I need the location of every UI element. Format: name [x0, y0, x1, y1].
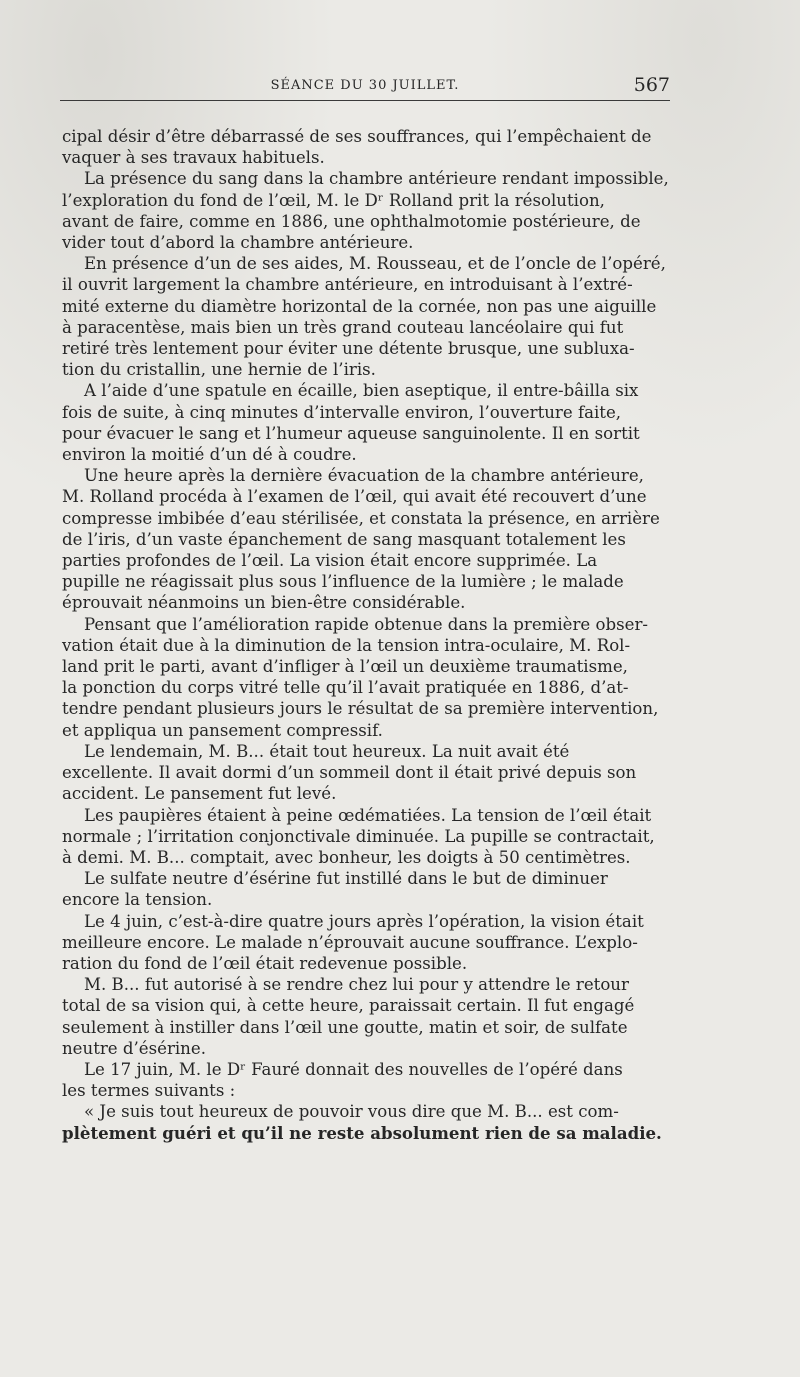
paragraph: [62, 168, 668, 253]
paragraph: [62, 126, 668, 168]
header-rule: [60, 100, 670, 101]
text-line: pour évacuer le sang et l’humeur aqueuse sanguinolente. Il en sortit: [62, 423, 640, 443]
text-line: ration du fond de l’œil était redevenue possible.: [62, 953, 468, 973]
text-line: vaquer à ses travaux habituels.: [62, 148, 325, 168]
text-line: Le sulfate neutre d’ésérine fut instillé dans le but de diminuer: [84, 869, 608, 889]
paragraph: [62, 868, 668, 910]
text-line: La présence du sang dans la chambre antérieure rendant impossible,: [84, 169, 669, 189]
body-text: [62, 126, 668, 1144]
paragraph: [62, 465, 668, 613]
text-line: Le lendemain, M. B... était tout heureux. La nuit avait été: [84, 741, 570, 761]
paragraph: [62, 380, 668, 465]
text-line: vider tout d’abord la chambre antérieure.: [62, 233, 414, 253]
text-line: plètement guéri et qu’il ne reste absolument rien de sa maladie.: [62, 1122, 662, 1143]
text-line: il ouvrit largement la chambre antérieure, en introduisant à l’extré-: [62, 275, 633, 295]
text-line: A l’aide d’une spatule en écaille, bien aseptique, il entre-bâilla six: [84, 381, 639, 401]
text-line: neutre d’ésérine.: [62, 1038, 206, 1058]
text-line: fois de suite, à cinq minutes d’intervalle environ, l’ouverture faite,: [62, 402, 622, 422]
paragraph: [62, 974, 668, 1059]
paragraph: [62, 1101, 668, 1143]
text-line: total de sa vision qui, à cette heure, paraissait certain. Il fut engagé: [62, 996, 635, 1016]
text-line: l’exploration du fond de l’œil, M. le Dʳ Rolland prit la résolution,: [62, 190, 605, 210]
text-line: Une heure après la dernière évacuation de la chambre antérieure,: [84, 466, 644, 486]
text-line: mité externe du diamètre horizontal de la cornée, non pas une aiguille: [62, 296, 657, 316]
text-line: encore la tension.: [62, 890, 213, 910]
text-line: retiré très lentement pour éviter une détente brusque, une subluxa-: [62, 339, 635, 359]
text-line: Le 4 juin, c’est-à-dire quatre jours après l’opération, la vision était: [84, 911, 644, 931]
text-line: accident. Le pansement fut levé.: [62, 784, 337, 804]
paragraph: [62, 911, 668, 975]
text-line: cipal désir d’être débarrassé de ses souffrances, qui l’empêchaient de: [62, 127, 652, 146]
text-line: Les paupières étaient à peine œdématiées. La tension de l’œil était: [84, 805, 652, 825]
text-line: avant de faire, comme en 1886, une ophthalmotomie postérieure, de: [62, 211, 641, 231]
text-line: à demi. M. B... comptait, avec bonheur, les doigts à 50 centimètres.: [62, 847, 631, 867]
running-title: SÉANCE DU 30 JUILLET.: [270, 78, 460, 93]
text-line: compresse imbibée d’eau stérilisée, et constata la présence, en arrière: [62, 508, 660, 528]
paragraph: [62, 741, 668, 805]
text-line: Le 17 juin, M. le Dʳ Fauré donnait des nouvelles de l’opéré dans: [84, 1059, 623, 1079]
text-line: et appliqua un pansement compressif.: [62, 720, 383, 740]
text-line: pupille ne réagissait plus sous l’influence de la lumière ; le malade: [62, 572, 624, 592]
text-line: tendre pendant plusieurs jours le résultat de sa première intervention,: [62, 699, 659, 719]
paragraph: [62, 805, 668, 869]
text-line: meilleure encore. Le malade n’éprouvait aucune souffrance. L’explo-: [62, 932, 638, 952]
running-head: [60, 74, 670, 100]
text-line: land prit le parti, avant d’infliger à l’œil un deuxième traumatisme,: [62, 657, 628, 677]
text-line: M. B... fut autorisé à se rendre chez lui pour y attendre le retour: [84, 975, 629, 995]
text-line: seulement à instiller dans l’œil une goutte, matin et soir, de sulfate: [62, 1017, 628, 1037]
text-line: environ la moitié d’un dé à coudre.: [62, 445, 357, 465]
text-line: M. Rolland procéda à l’examen de l’œil, qui avait été recouvert d’une: [62, 487, 647, 507]
text-line: normale ; l’irritation conjonctivale diminuée. La pupille se contractait,: [62, 826, 655, 846]
text-line: la ponction du corps vitré telle qu’il l’avait pratiquée en 1886, d’at-: [62, 678, 629, 698]
text-line: vation était due à la diminution de la tension intra-oculaire, M. Rol-: [62, 635, 631, 655]
text-line: tion du cristallin, une hernie de l’iris.: [62, 360, 376, 380]
text-line: « Je suis tout heureux de pouvoir vous dire que M. B... est com-: [84, 1102, 619, 1122]
text-line: les termes suivants :: [62, 1081, 236, 1101]
text-line: En présence d’un de ses aides, M. Rousseau, et de l’oncle de l’opéré,: [84, 254, 666, 274]
text-line: Pensant que l’amélioration rapide obtenue dans la première obser-: [84, 614, 649, 634]
paragraph: [62, 253, 668, 380]
text-line: parties profondes de l’œil. La vision était encore supprimée. La: [62, 551, 598, 571]
text-line: excellente. Il avait dormi d’un sommeil dont il était privé depuis son: [62, 763, 637, 783]
paragraph: [62, 1059, 668, 1101]
text-line: à paracentèse, mais bien un très grand couteau lancéolaire qui fut: [62, 317, 624, 337]
text-line: de l’iris, d’un vaste épanchement de sang masquant totalement les: [62, 529, 626, 549]
page-number: 567: [633, 74, 670, 96]
text-line: éprouvait néanmoins un bien-être considérable.: [62, 593, 466, 613]
paragraph: [62, 614, 668, 741]
